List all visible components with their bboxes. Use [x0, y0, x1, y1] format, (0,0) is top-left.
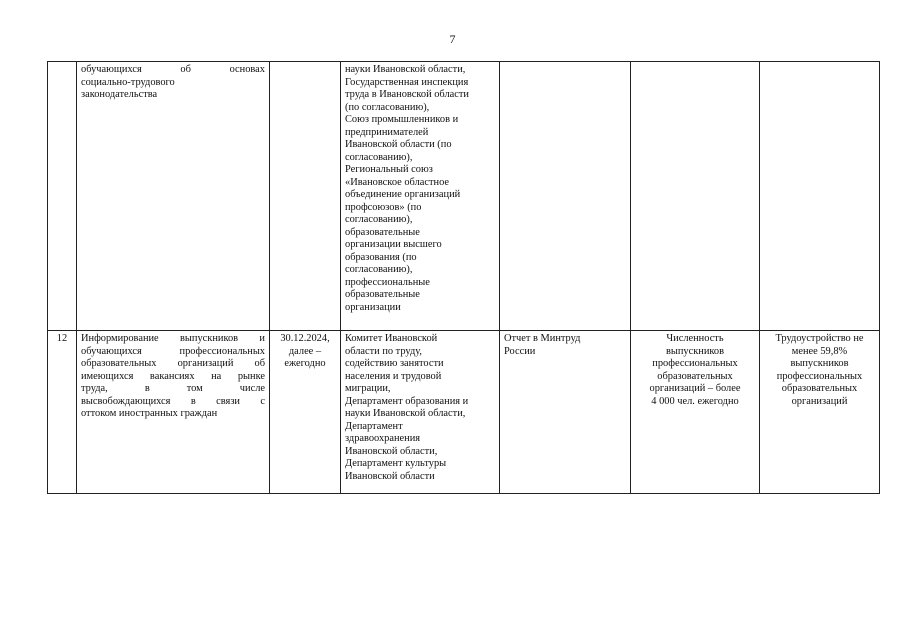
measure-name-line: социально-трудового — [81, 76, 175, 88]
executors-cell — [341, 331, 500, 494]
executors-line: согласованию), — [345, 264, 413, 275]
measure-name-line: труда, в том числе — [81, 383, 265, 394]
measure-name-line: законодательства — [81, 89, 158, 100]
executors-line: организации высшего — [345, 239, 442, 250]
executors-line: профсоюзов» (по — [345, 201, 422, 213]
result-line: Трудоустройство не — [775, 333, 864, 344]
executors-line: населения и трудовой — [345, 370, 442, 382]
executors-line: «Ивановское областное — [345, 176, 450, 188]
executors-line: Комитет Ивановской — [345, 333, 438, 344]
indicator-cell — [631, 331, 760, 494]
table-row — [48, 62, 880, 331]
page-number: 7 — [449, 32, 456, 46]
executors-line: организации — [345, 301, 401, 313]
executors-line: области по труду, — [345, 345, 422, 357]
indicator-line: 4 000 чел. ежегодно — [651, 395, 739, 407]
executors-line: объединение организаций — [345, 189, 461, 200]
result-line: профессиональных — [776, 370, 863, 382]
indicator-cell — [631, 62, 760, 331]
executors-line: Ивановской области — [345, 470, 435, 482]
result-line: образовательных — [781, 383, 858, 394]
executors-line: Союз промышленников и — [345, 114, 459, 125]
row-number-cell — [48, 62, 77, 331]
measure-name-line: обучающихся профессиональных — [81, 345, 265, 357]
row-number-cell: 12 — [48, 331, 77, 494]
measure-name-cell — [77, 62, 270, 331]
result-cell — [760, 62, 880, 331]
executors-line: содействию занятости — [345, 358, 444, 369]
result-line: менее 59,8% — [791, 345, 848, 357]
executors-cell — [341, 62, 500, 331]
executors-line: профессиональные — [345, 276, 430, 288]
report-line: Отчет в Минтруд — [504, 333, 581, 344]
measure-name-line: обучающихся об основах — [81, 64, 265, 75]
executors-line: Департамент образования и — [345, 395, 469, 407]
executors-line: науки Ивановской области, — [345, 408, 466, 419]
executors-line: образовательные — [345, 289, 420, 300]
indicator-line: выпускников — [665, 345, 725, 357]
report-form-cell — [500, 62, 631, 331]
indicator-line: Численность — [666, 333, 724, 344]
executors-line: согласованию), — [345, 214, 413, 225]
measure-name-line: оттоком иностранных граждан — [81, 408, 218, 419]
indicator-line: организаций – более — [649, 383, 741, 394]
action-plan-table — [47, 61, 880, 494]
measure-name-line: имеющихся вакансиях на рынке — [81, 370, 265, 382]
report-form-cell — [500, 331, 631, 494]
executors-line: Департамент — [345, 420, 403, 432]
executors-line: согласованию), — [345, 151, 413, 163]
indicator-line: профессиональных — [652, 358, 738, 369]
executors-line: здравоохранения — [345, 433, 421, 444]
executors-line: миграции, — [345, 383, 391, 394]
result-line: организаций — [791, 395, 848, 407]
executors-line: Департамент культуры — [345, 458, 447, 469]
deadline-cell — [270, 331, 341, 494]
deadline-line: далее – — [288, 345, 322, 357]
executors-line: Ивановской области (по — [345, 139, 452, 150]
measure-name-line: образовательных организаций об — [81, 358, 265, 369]
measure-name-line: Информирование выпускников и — [81, 333, 265, 344]
result-cell — [760, 331, 880, 494]
executors-line: труда в Ивановской области — [345, 89, 469, 100]
measure-name-line: высвобождающихся в связи с — [81, 395, 265, 407]
executors-line: Государственная инспекция — [345, 76, 469, 88]
report-line: России — [504, 345, 536, 357]
indicator-line: образовательных — [657, 370, 733, 382]
executors-line: образования (по — [345, 251, 417, 263]
executors-line: (по согласованию), — [345, 101, 430, 113]
deadline-line: ежегодно — [284, 358, 326, 369]
table-row — [48, 331, 880, 494]
measure-name-cell — [77, 331, 270, 494]
deadline-cell — [270, 62, 341, 331]
executors-line: науки Ивановской области, — [345, 64, 466, 75]
executors-line: Ивановской области, — [345, 445, 438, 457]
executors-line: предпринимателей — [345, 126, 429, 138]
executors-line: Региональный союз — [345, 164, 433, 175]
result-line: выпускников — [790, 358, 849, 369]
deadline-line: 30.12.2024, — [280, 333, 330, 344]
executors-line: образовательные — [345, 226, 420, 238]
